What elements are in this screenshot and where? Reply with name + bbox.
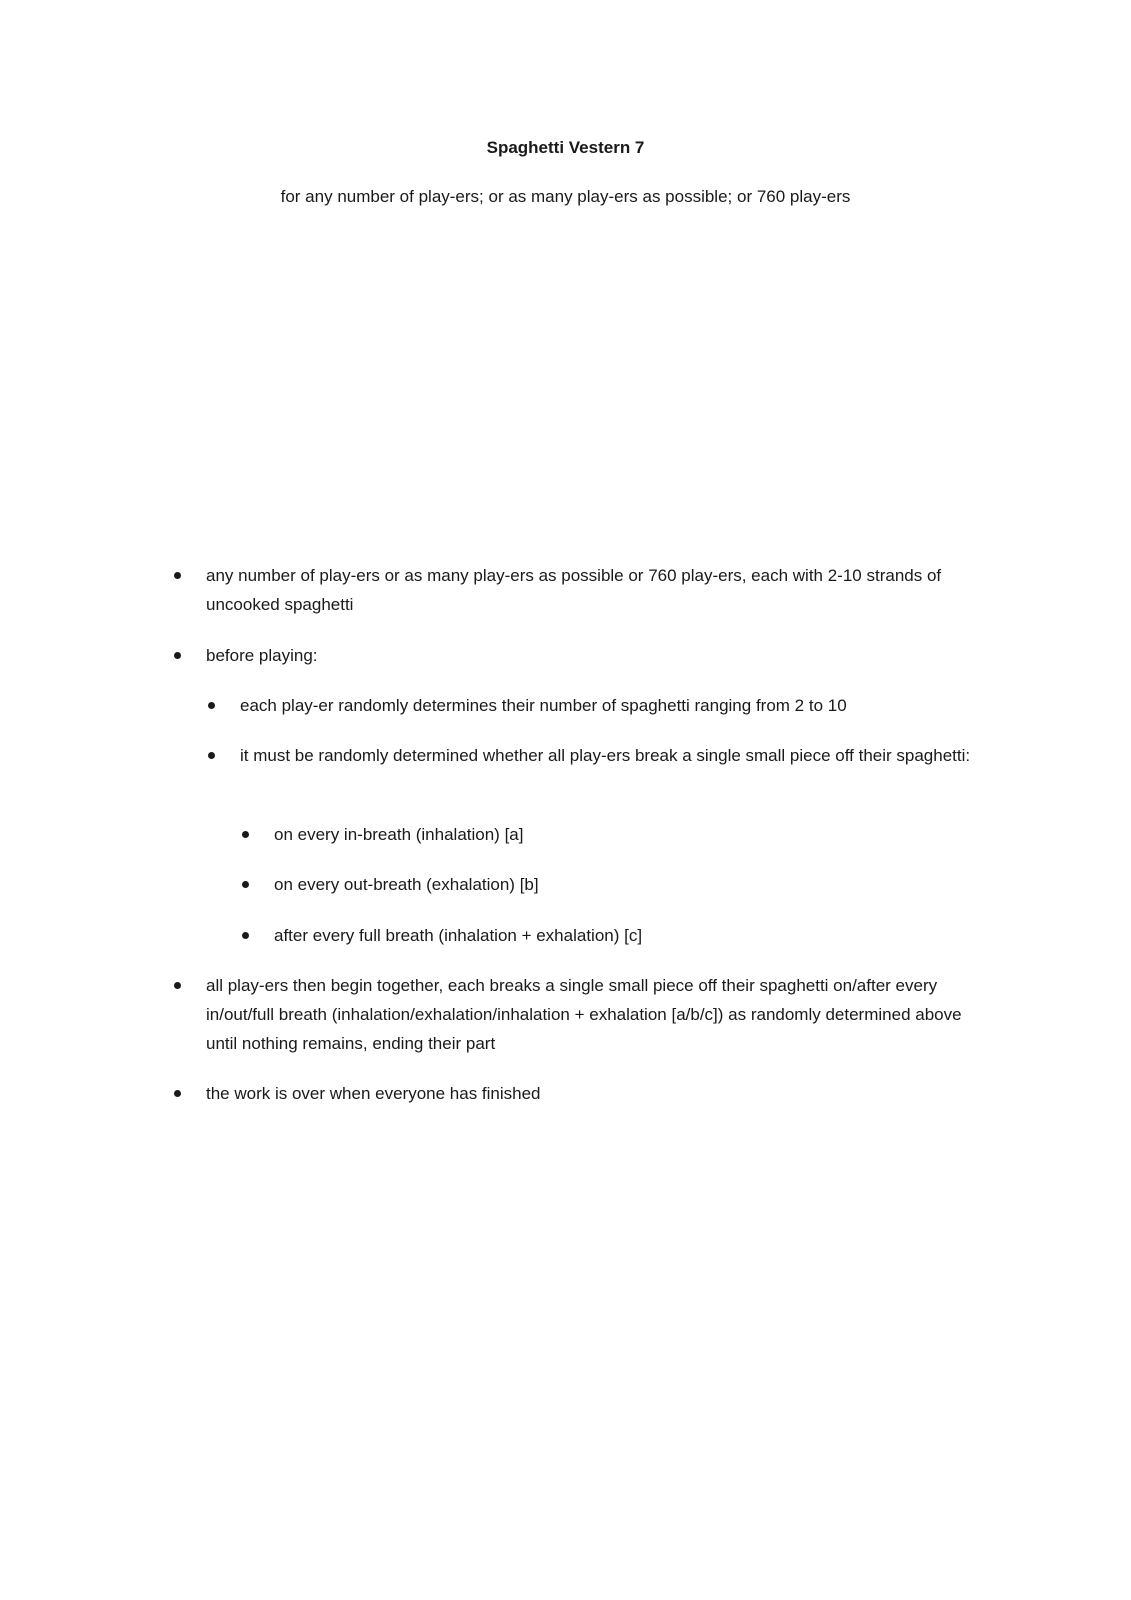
list-item: each play-er randomly determines their number of spaghetti ranging from 2 to 10 bbox=[240, 696, 847, 715]
bullet-icon bbox=[208, 752, 215, 759]
bullet-icon bbox=[208, 702, 215, 709]
bullet-icon bbox=[174, 572, 181, 579]
list-item: on every in-breath (inhalation) [a] bbox=[274, 825, 524, 844]
list-item: on every out-breath (exhalation) [b] bbox=[274, 875, 539, 894]
bullet-icon bbox=[174, 652, 181, 659]
list-item: after every full breath (inhalation + exhalation) [c] bbox=[274, 926, 643, 945]
list-item: all play-ers then begin together, each breaks a single small piece off their spaghetti on/after every in/out/full breath (inhalation/exhalation/inhalation + exhalation [a/b/c]) as randomly determined above until nothing remains, ending their part bbox=[206, 976, 962, 1053]
document-subtitle: for any number of play-ers; or as many play-ers as possible; or 760 play-ers bbox=[280, 187, 851, 206]
list-item: it must be randomly determined whether all play-ers break a single small piece off their spaghetti: bbox=[240, 746, 971, 765]
bullet-icon bbox=[174, 1090, 181, 1097]
bullet-icon bbox=[242, 831, 249, 838]
list-item: any number of play-ers or as many play-ers as possible or 760 play-ers, each with 2-10 strands of uncooked spaghetti bbox=[206, 566, 942, 614]
bullet-icon bbox=[242, 932, 249, 939]
document-title: Spaghetti Vestern 7 bbox=[486, 138, 645, 157]
bullet-icon bbox=[174, 982, 181, 989]
list-item: the work is over when everyone has finished bbox=[206, 1084, 541, 1103]
bullet-icon bbox=[242, 881, 249, 888]
list-item: before playing: bbox=[206, 646, 318, 665]
